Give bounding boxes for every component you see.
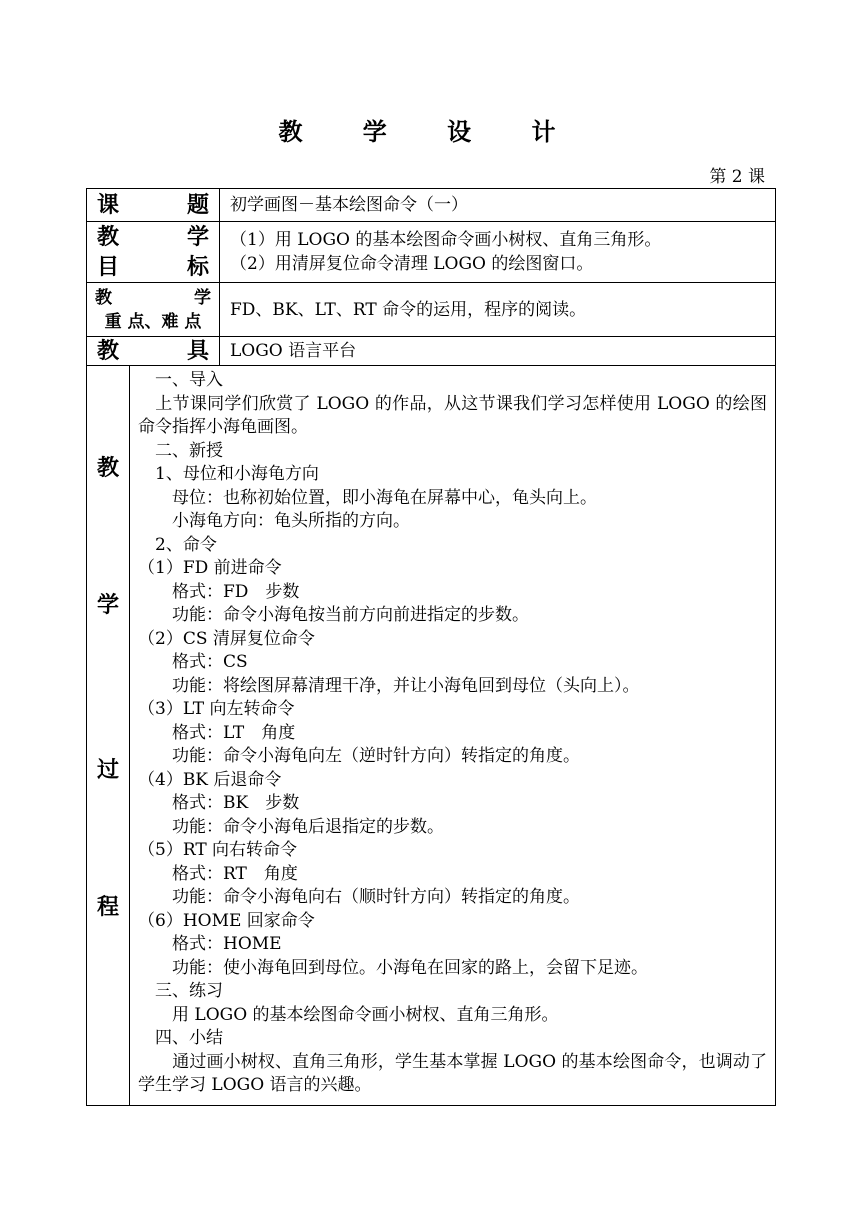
process-line: 格式：FD 步数 bbox=[138, 581, 300, 602]
process-label-char-1: 教 bbox=[96, 455, 119, 481]
process-line: （5）RT 向右转命令 bbox=[138, 840, 298, 860]
process-line: 功能：命令小海龟按当前方向前进指定的步数。 bbox=[138, 605, 529, 625]
goals-label-char-1: 教 bbox=[97, 224, 120, 250]
process-line: 格式：CS bbox=[138, 652, 248, 672]
process-line: 三、练习 bbox=[138, 981, 223, 1001]
process-line: 二、新授 bbox=[138, 440, 223, 461]
process-label-char-3: 过 bbox=[96, 757, 119, 783]
tools-row bbox=[87, 337, 776, 366]
goals-label-char-4: 标 bbox=[186, 254, 209, 280]
process-line: 功能：命令小海龟向左（逆时针方向）转指定的角度。 bbox=[138, 746, 580, 766]
key-points-label bbox=[87, 283, 220, 337]
process-line: （4）BK 后退命令 bbox=[138, 769, 282, 790]
goal-item-1: （1）用 LOGO 的基本绘图命令画小树杈、直角三角形。 bbox=[230, 230, 662, 250]
process-line: 功能：将绘图屏幕清理干净，并让小海龟回到母位（头向上）。 bbox=[138, 675, 640, 696]
process-label bbox=[87, 366, 130, 1106]
topic-label-char-2: 题 bbox=[186, 192, 209, 218]
process-line: （1）FD 前进命令 bbox=[138, 558, 282, 578]
process-label-char-2: 学 bbox=[96, 592, 119, 618]
key-points-value: FD、BK、LT、RT 命令的运用，程序的阅读。 bbox=[220, 283, 776, 337]
process-line: 母位：也称初始位置，即小海龟在屏幕中心，龟头向上。 bbox=[138, 487, 597, 508]
lesson-number: 第 2 课 bbox=[709, 167, 765, 187]
goals-row bbox=[87, 222, 776, 283]
tools-label-char-1: 教 bbox=[97, 337, 120, 364]
process-line: 2、命令 bbox=[138, 534, 217, 555]
process-line: （2）CS 清屏复位命令 bbox=[138, 628, 315, 649]
process-line: 一、导入 bbox=[138, 370, 223, 390]
lesson-plan-table bbox=[86, 188, 776, 1106]
goals-label-char-2: 学 bbox=[186, 224, 209, 250]
process-line: 1、母位和小海龟方向 bbox=[138, 464, 319, 484]
key-points-label-char-1: 教 bbox=[95, 287, 112, 308]
process-line: 功能：命令小海龟向右（顺时针方向）转指定的角度。 bbox=[138, 887, 580, 907]
process-line: 四、小结 bbox=[138, 1028, 223, 1048]
process-line: 格式：RT 角度 bbox=[138, 863, 298, 884]
process-row bbox=[87, 366, 776, 1106]
process-label-char-4: 程 bbox=[96, 894, 119, 920]
topic-row bbox=[87, 189, 776, 222]
process-body bbox=[130, 366, 775, 1104]
process-line: 小海龟方向：龟头所指的方向。 bbox=[138, 511, 410, 531]
process-line: 格式：HOME bbox=[138, 934, 282, 954]
goals-label bbox=[87, 222, 220, 283]
process-line: 上节课同学们欣赏了 LOGO 的作品，从这节课我们学习怎样使用 LOGO 的绘图命令指挥小海龟画图。 bbox=[138, 393, 767, 437]
process-line: 格式：BK 步数 bbox=[138, 793, 300, 813]
process-line: （3）LT 向左转命令 bbox=[138, 699, 295, 719]
process-line: 用 LOGO 的基本绘图命令画小树杈、直角三角形。 bbox=[138, 1004, 559, 1025]
goals-value bbox=[220, 222, 776, 283]
goals-label-char-3: 目 bbox=[97, 254, 120, 280]
process-content bbox=[130, 366, 776, 1106]
process-line: （6）HOME 回家命令 bbox=[138, 910, 315, 931]
tools-label-char-2: 具 bbox=[186, 337, 209, 364]
key-points-row bbox=[87, 283, 776, 337]
tools-label bbox=[87, 337, 220, 366]
topic-label-char-1: 课 bbox=[97, 192, 120, 218]
key-points-label-line-2: 重 点、难 点 bbox=[104, 311, 202, 332]
process-line: 通过画小树杈、直角三角形，学生基本掌握 LOGO 的基本绘图命令，也调动了学生学习 LOGO 语言的兴趣。 bbox=[138, 1051, 767, 1095]
process-line: 格式：LT 角度 bbox=[138, 722, 296, 743]
process-line: 功能：使小海龟回到母位。小海龟在回家的路上，会留下足迹。 bbox=[138, 957, 648, 978]
tools-value: LOGO 语言平台 bbox=[220, 337, 776, 366]
topic-value: 初学画图－基本绘图命令（一） bbox=[220, 189, 776, 222]
key-points-label-char-2: 学 bbox=[194, 287, 211, 308]
document-title: 教 学 设 计 bbox=[278, 117, 582, 146]
process-line: 功能：命令小海龟后退指定的步数。 bbox=[138, 816, 444, 837]
goal-item-2: （2）用清屏复位命令清理 LOGO 的绘图窗口。 bbox=[230, 254, 594, 274]
topic-label bbox=[87, 189, 220, 222]
